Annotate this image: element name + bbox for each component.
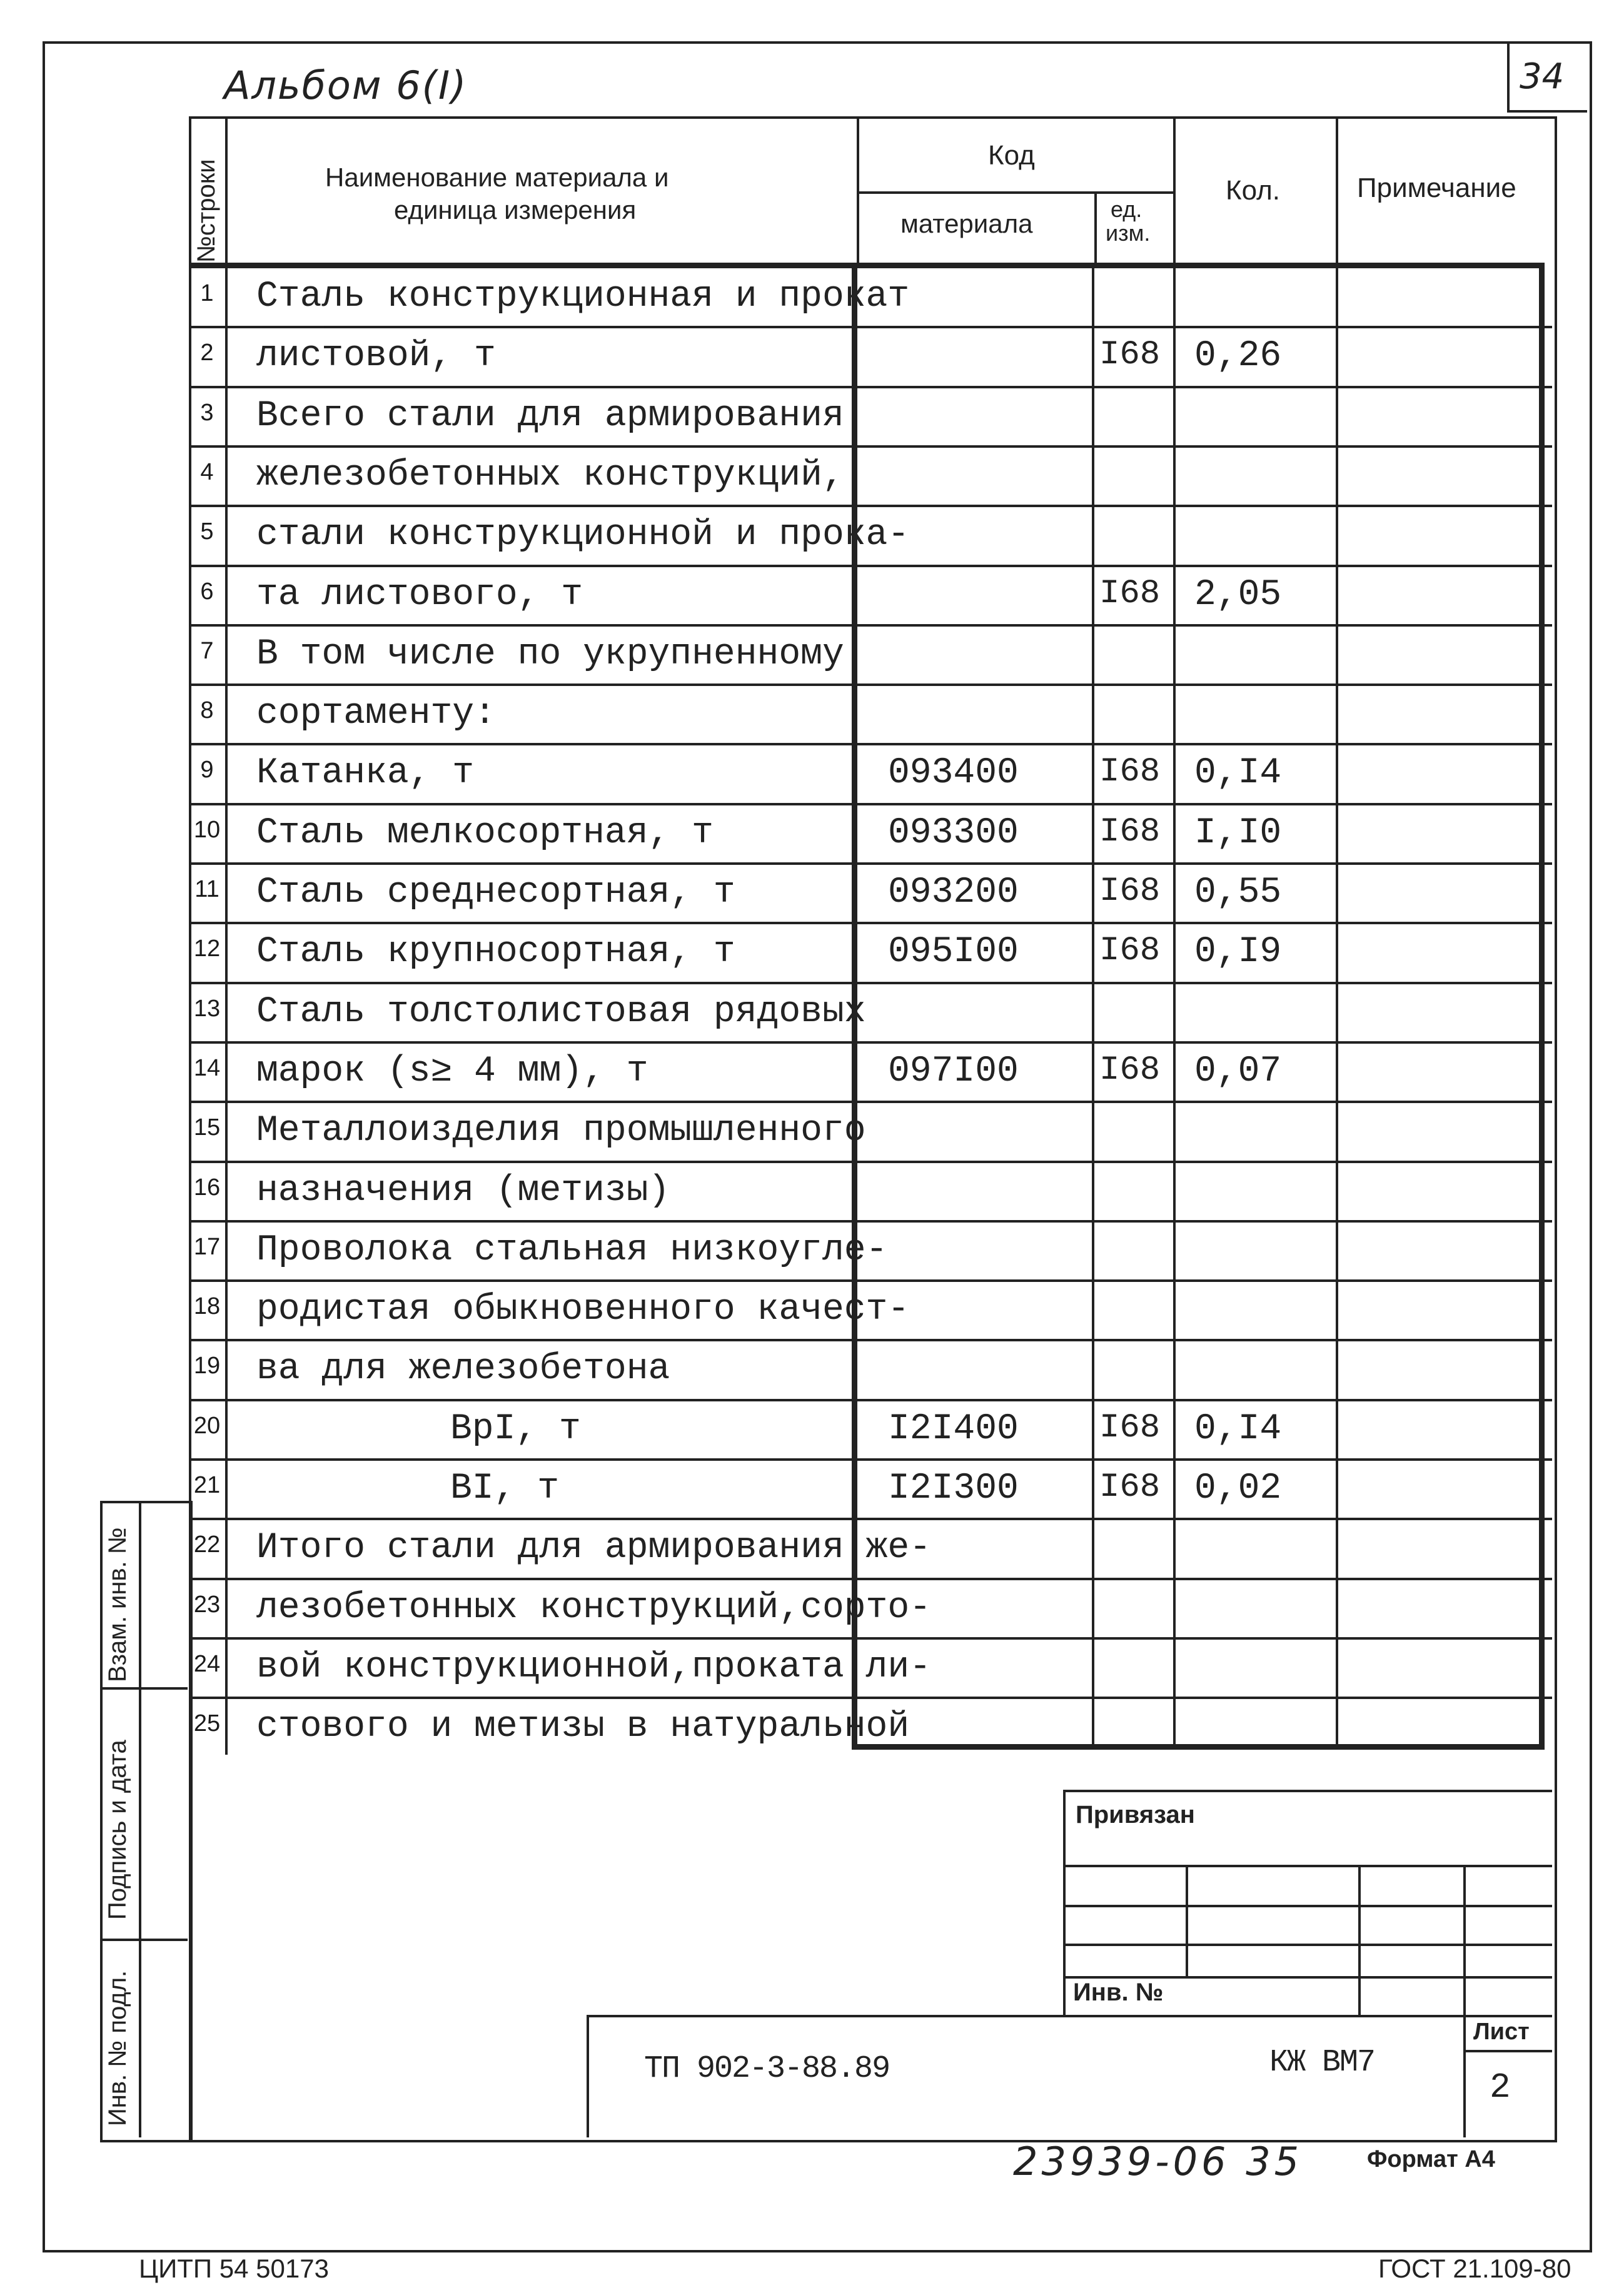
row-separator bbox=[189, 1399, 1552, 1401]
row-name: железобетонных конструкций, bbox=[256, 455, 844, 496]
row-separator bbox=[189, 1637, 1552, 1640]
row-qty: 2,05 bbox=[1194, 575, 1282, 615]
row-number: 12 bbox=[193, 936, 221, 962]
sheet-label: Лист bbox=[1473, 2019, 1530, 2045]
row-unit: I68 bbox=[1099, 932, 1161, 970]
row-separator bbox=[189, 1697, 1552, 1699]
side-stamp-divider bbox=[139, 1501, 141, 2137]
row-name: Катанка, т bbox=[256, 753, 475, 794]
row-name: Сталь толстолистовая рядовых bbox=[256, 992, 866, 1032]
row-name: родистая обыкновенного качест- bbox=[256, 1289, 910, 1330]
row-qty: 0,I4 bbox=[1194, 753, 1282, 794]
doc-mark: КЖ ВМ7 bbox=[1269, 2045, 1375, 2081]
row-name: сортаменту: bbox=[256, 694, 496, 734]
sheet-number: 2 bbox=[1490, 2067, 1511, 2107]
row-number: 22 bbox=[193, 1531, 221, 1558]
row-separator bbox=[189, 982, 1552, 984]
row-separator bbox=[189, 683, 1552, 686]
inv-no-label: Инв. № bbox=[1073, 1979, 1164, 2006]
row-code: 093300 bbox=[888, 813, 1019, 854]
row-separator bbox=[189, 743, 1552, 745]
header-code-unit-1: ед. bbox=[1111, 196, 1142, 222]
row-number: 24 bbox=[193, 1651, 221, 1677]
side-stamp-split-1 bbox=[100, 1687, 188, 1690]
row-name: Всего стали для армирования bbox=[256, 396, 844, 436]
header-row-number: №строки bbox=[193, 159, 220, 263]
body-col-unit-line bbox=[1173, 263, 1176, 1750]
body-col-qty-line bbox=[1336, 263, 1338, 1750]
header-qty: Кол. bbox=[1226, 175, 1281, 206]
row-number: 2 bbox=[200, 340, 214, 366]
row-number: 20 bbox=[193, 1413, 221, 1439]
row-name: ва для железобетона bbox=[256, 1349, 670, 1390]
row-separator bbox=[189, 1578, 1552, 1580]
row-number: 25 bbox=[193, 1710, 221, 1737]
row-separator bbox=[189, 1518, 1552, 1520]
row-separator bbox=[189, 505, 1552, 507]
row-separator bbox=[189, 922, 1552, 924]
row-name: BpI, т bbox=[450, 1409, 581, 1450]
row-qty: 0,I9 bbox=[1194, 932, 1282, 972]
header-bottom-line bbox=[189, 263, 877, 268]
row-name: Проволока стальная низкоугле- bbox=[256, 1230, 888, 1271]
row-name: BI, т bbox=[450, 1468, 560, 1509]
footer-left: ЦИТП 54 50173 bbox=[139, 2254, 329, 2283]
row-separator bbox=[189, 862, 1552, 865]
row-name: Металлоизделия промышленного bbox=[256, 1111, 866, 1151]
row-name: вой конструкционной,проката ли- bbox=[256, 1647, 931, 1688]
body-col-code-line bbox=[1092, 263, 1094, 1750]
row-code: 093200 bbox=[888, 872, 1019, 913]
row-number: 3 bbox=[200, 400, 214, 426]
row-separator bbox=[189, 1101, 1552, 1103]
row-unit: I68 bbox=[1099, 753, 1161, 791]
row-number: 8 bbox=[200, 697, 214, 724]
title-block-line-3 bbox=[1063, 1944, 1552, 1946]
header-code-unit-2: изм. bbox=[1106, 220, 1151, 246]
row-code: I2I300 bbox=[888, 1468, 1019, 1509]
row-name: та листового, т bbox=[256, 575, 583, 615]
row-unit: I68 bbox=[1099, 336, 1161, 374]
row-number: 19 bbox=[193, 1353, 221, 1379]
row-separator bbox=[189, 1220, 1552, 1223]
row-number: 23 bbox=[193, 1591, 221, 1618]
col-unit-line bbox=[1173, 116, 1176, 266]
format-label: Формат А4 bbox=[1367, 2146, 1495, 2172]
row-unit: I68 bbox=[1099, 872, 1161, 910]
row-number: 13 bbox=[193, 996, 221, 1022]
row-separator bbox=[189, 1458, 1552, 1461]
title-block-col-3 bbox=[1463, 1865, 1466, 2137]
row-name: назначения (метизы) bbox=[256, 1171, 670, 1211]
row-separator bbox=[189, 565, 1552, 567]
side-stamp-signature: Подпись и дата bbox=[104, 1740, 131, 1920]
row-number: 5 bbox=[200, 518, 214, 545]
sheet-label-line bbox=[1463, 2050, 1552, 2052]
code-subheader-line bbox=[857, 191, 1173, 194]
footer-right: ГОСТ 21.109-80 bbox=[1378, 2254, 1571, 2283]
doc-row-left bbox=[587, 2015, 589, 2137]
row-name: стового и метизы в натуральной bbox=[256, 1707, 910, 1747]
row-separator bbox=[189, 1339, 1552, 1341]
title-block-line-2 bbox=[1063, 1905, 1552, 1907]
row-qty: 0,07 bbox=[1194, 1051, 1282, 1092]
row-number: 6 bbox=[200, 578, 214, 605]
row-separator bbox=[189, 326, 1552, 328]
header-name-line2: единица измерения bbox=[394, 195, 637, 224]
col-qty-line bbox=[1336, 116, 1338, 266]
col-rownum-line bbox=[225, 116, 228, 1755]
album-label: Альбом 6(I) bbox=[224, 63, 468, 108]
title-block-line-1 bbox=[1063, 1865, 1552, 1867]
row-separator bbox=[189, 803, 1552, 805]
row-separator bbox=[189, 1041, 1552, 1044]
row-name: Итого стали для армирования же- bbox=[256, 1528, 931, 1568]
side-stamp-vzam: Взам. инв. № bbox=[104, 1527, 131, 1682]
row-name: стали конструкционной и прока- bbox=[256, 515, 910, 555]
header-code: Код bbox=[988, 140, 1035, 171]
row-unit: I68 bbox=[1099, 1051, 1161, 1089]
row-code: 095I00 bbox=[888, 932, 1019, 972]
row-number: 15 bbox=[193, 1114, 221, 1141]
row-name: Сталь конструкционная и прокат bbox=[256, 276, 910, 317]
row-number: 7 bbox=[200, 638, 214, 664]
handwritten-number: 23939-06 35 bbox=[1013, 2139, 1303, 2184]
row-unit: I68 bbox=[1099, 813, 1161, 851]
row-code: I2I400 bbox=[888, 1409, 1019, 1450]
privyazan-label: Привязан bbox=[1076, 1801, 1195, 1828]
row-unit: I68 bbox=[1099, 575, 1161, 613]
side-stamp-inv-podl: Инв. № подл. bbox=[104, 1970, 131, 2126]
row-number: 1 bbox=[200, 280, 214, 306]
row-name: Сталь крупносортная, т bbox=[256, 932, 735, 972]
row-code: 097I00 bbox=[888, 1051, 1019, 1092]
row-number: 18 bbox=[193, 1293, 221, 1319]
row-name: листовой, т bbox=[256, 336, 496, 376]
row-qty: 0,26 bbox=[1194, 336, 1282, 376]
page-number-divider-h bbox=[1507, 110, 1587, 113]
row-name: марок (s≥ 4 мм), т bbox=[256, 1051, 648, 1092]
row-name: лезобетонных конструкций,сорто- bbox=[256, 1588, 931, 1628]
row-unit: I68 bbox=[1099, 1409, 1161, 1447]
table-body-frame bbox=[852, 263, 1545, 1750]
page-number-divider bbox=[1507, 41, 1510, 111]
row-qty: I,I0 bbox=[1194, 813, 1282, 854]
col-code-line bbox=[1094, 191, 1097, 266]
row-number: 4 bbox=[200, 459, 214, 485]
row-name: Сталь мелкосортная, т bbox=[256, 813, 714, 854]
row-number: 16 bbox=[193, 1174, 221, 1201]
row-number: 10 bbox=[193, 817, 221, 843]
row-number: 9 bbox=[200, 757, 214, 783]
side-stamp-split-2 bbox=[100, 1939, 188, 1941]
row-separator bbox=[189, 1279, 1552, 1282]
row-code: 093400 bbox=[888, 753, 1019, 794]
title-block-col-2 bbox=[1358, 1865, 1361, 2015]
row-separator bbox=[189, 386, 1552, 388]
header-code-material: материала bbox=[900, 209, 1033, 238]
title-block-top bbox=[1063, 1790, 1552, 1792]
row-number: 21 bbox=[193, 1472, 221, 1498]
title-block-left bbox=[1063, 1790, 1066, 2015]
row-separator bbox=[189, 445, 1552, 448]
header-name-line1: Наименование материала и bbox=[325, 163, 669, 192]
row-qty: 0,55 bbox=[1194, 872, 1282, 913]
row-name: Сталь среднесортная, т bbox=[256, 872, 735, 913]
title-block-col-1 bbox=[1186, 1865, 1188, 1977]
row-separator bbox=[189, 624, 1552, 627]
row-number: 14 bbox=[193, 1055, 221, 1081]
header-note: Примечание bbox=[1357, 173, 1516, 203]
row-number: 17 bbox=[193, 1234, 221, 1260]
row-unit: I68 bbox=[1099, 1468, 1161, 1506]
page-number: 34 bbox=[1520, 56, 1565, 97]
row-number: 11 bbox=[194, 876, 219, 902]
row-name: В том числе по укрупненному bbox=[256, 634, 844, 675]
row-separator bbox=[189, 1161, 1552, 1163]
doc-row-top bbox=[587, 2015, 1552, 2017]
row-qty: 0,02 bbox=[1194, 1468, 1282, 1509]
row-qty: 0,I4 bbox=[1194, 1409, 1282, 1450]
doc-code: ТП 902-3-88.89 bbox=[644, 2051, 890, 2087]
